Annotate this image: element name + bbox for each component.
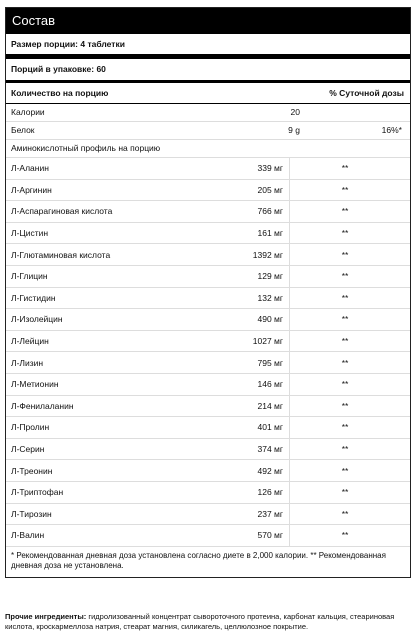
amino-acid-name: Л-Изолейцин [6, 309, 225, 331]
daily-value-header: % Суточной дозы [329, 88, 404, 98]
amino-acid-row [6, 481, 410, 503]
amino-acid-daily-value: ** [290, 373, 411, 395]
nutrient-list [6, 104, 410, 140]
amino-acid-amount: 374 мг [225, 438, 290, 460]
amino-acid-daily-value: ** [290, 330, 411, 352]
amino-acid-row [6, 460, 410, 482]
amino-acid-row [6, 373, 410, 395]
ingredients-label: Прочие ингредиенты: [5, 612, 87, 621]
amino-acid-amount: 214 мг [225, 395, 290, 417]
amino-acid-row [6, 525, 410, 547]
amino-acid-row [6, 158, 410, 179]
amino-acid-name: Л-Аланин [6, 158, 225, 179]
amino-acid-name: Л-Валин [6, 525, 225, 547]
amino-acid-daily-value: ** [290, 438, 411, 460]
nutrient-row [6, 122, 410, 140]
amino-acid-daily-value: ** [290, 265, 411, 287]
ingredients-text: гидролизованный концентрат сывороточного протеина, карбонат кальция, стеариновая кислота, кроскармеллоза натрия, стеарат магния, силикагель, целлюлозное покрытие. [5, 612, 395, 631]
nutrient-name: Белок [11, 125, 35, 135]
amino-acid-amount: 401 мг [225, 417, 290, 439]
amino-acid-daily-value: ** [290, 525, 411, 547]
amino-acid-row [6, 179, 410, 201]
nutrient-row [6, 104, 410, 122]
amino-acid-daily-value: ** [290, 460, 411, 482]
serving-size: Размер порции: 4 таблетки [6, 34, 410, 59]
amino-acid-name: Л-Серин [6, 438, 225, 460]
amino-acid-daily-value: ** [290, 201, 411, 223]
amino-acid-name: Л-Глютаминовая кислота [6, 244, 225, 266]
amino-profile-label: Аминокислотный профиль на порцию [6, 140, 410, 158]
amino-acid-name: Л-Метионин [6, 373, 225, 395]
amino-acid-name: Л-Гистидин [6, 287, 225, 309]
amino-acid-amount: 766 мг [225, 201, 290, 223]
amino-acid-daily-value: ** [290, 352, 411, 374]
amino-acid-name: Л-Аргинин [6, 179, 225, 201]
amino-acid-amount: 129 мг [225, 265, 290, 287]
amino-acid-amount: 339 мг [225, 158, 290, 179]
amino-acid-row [6, 309, 410, 331]
amino-acid-row [6, 222, 410, 244]
amino-acid-daily-value: ** [290, 287, 411, 309]
nutrient-daily-value: 16%* [381, 125, 402, 135]
panel-title: Состав [6, 8, 410, 34]
other-ingredients [5, 612, 409, 632]
amino-acid-row [6, 438, 410, 460]
amino-acid-row [6, 330, 410, 352]
amino-acid-amount: 205 мг [225, 179, 290, 201]
amino-acid-amount: 1392 мг [225, 244, 290, 266]
amino-acid-amount: 161 мг [225, 222, 290, 244]
column-headers [6, 83, 410, 104]
amino-acid-amount: 132 мг [225, 287, 290, 309]
amino-acid-daily-value: ** [290, 158, 411, 179]
amino-acid-name: Л-Цистин [6, 222, 225, 244]
amount-header: Количество на порцию [11, 88, 109, 98]
amino-acid-amount: 126 мг [225, 481, 290, 503]
amino-acid-name: Л-Триптофан [6, 481, 225, 503]
amino-acid-amount: 570 мг [225, 525, 290, 547]
servings-per-container: Порций в упаковке: 60 [6, 59, 410, 83]
nutrient-amount: 9 g [288, 125, 300, 135]
amino-acid-row [6, 352, 410, 374]
amino-acid-amount: 1027 мг [225, 330, 290, 352]
amino-acid-row [6, 244, 410, 266]
supplement-facts-panel [5, 7, 411, 578]
amino-acid-amount: 490 мг [225, 309, 290, 331]
amino-acid-name: Л-Фенилаланин [6, 395, 225, 417]
nutrient-amount: 20 [290, 107, 300, 117]
amino-acid-row [6, 395, 410, 417]
amino-acid-name: Л-Лейцин [6, 330, 225, 352]
nutrient-name: Калории [11, 107, 45, 117]
amino-acid-amount: 237 мг [225, 503, 290, 525]
amino-acid-daily-value: ** [290, 222, 411, 244]
amino-acid-name: Л-Пролин [6, 417, 225, 439]
amino-acid-daily-value: ** [290, 309, 411, 331]
amino-acid-table [6, 158, 410, 547]
amino-acid-row [6, 265, 410, 287]
amino-acid-name: Л-Глицин [6, 265, 225, 287]
amino-acid-row [6, 201, 410, 223]
amino-acid-amount: 795 мг [225, 352, 290, 374]
amino-acid-daily-value: ** [290, 244, 411, 266]
amino-acid-row [6, 503, 410, 525]
amino-acid-daily-value: ** [290, 503, 411, 525]
amino-acid-daily-value: ** [290, 179, 411, 201]
amino-acid-name: Л-Треонин [6, 460, 225, 482]
footnote: * Рекомендованная дневная доза установлена согласно диете в 2,000 калории. ** Рекомендованная дневная доза не установлена. [11, 550, 386, 570]
amino-acid-daily-value: ** [290, 417, 411, 439]
amino-acid-daily-value: ** [290, 395, 411, 417]
amino-acid-row [6, 417, 410, 439]
amino-acid-row [6, 287, 410, 309]
amino-acid-amount: 146 мг [225, 373, 290, 395]
amino-acid-amount: 492 мг [225, 460, 290, 482]
amino-acid-name: Л-Тирозин [6, 503, 225, 525]
amino-acid-name: Л-Лизин [6, 352, 225, 374]
amino-acid-daily-value: ** [290, 481, 411, 503]
amino-acid-name: Л-Аспарагиновая кислота [6, 201, 225, 223]
